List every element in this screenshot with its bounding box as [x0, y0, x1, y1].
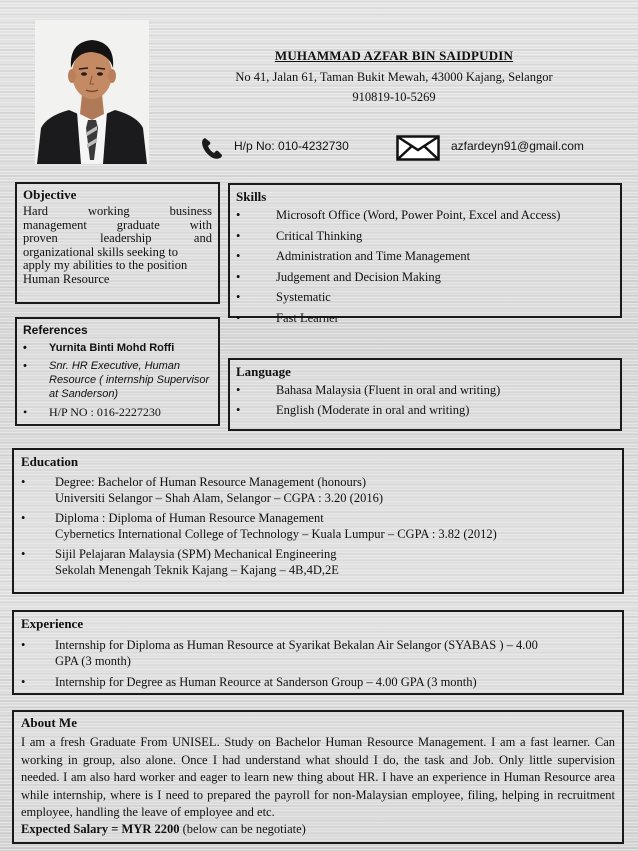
list-item: • Administration and Time Management	[236, 246, 614, 267]
language-list	[236, 380, 614, 420]
person-photo-icon	[35, 20, 149, 164]
expected-salary	[21, 822, 615, 837]
skills-section	[228, 183, 622, 325]
education-qualification: • Degree: Bachelor of Human Resource Management (honours)	[55, 475, 366, 489]
list-item	[21, 674, 615, 690]
profile-photo	[35, 20, 149, 164]
education-section	[12, 448, 624, 594]
references-list	[23, 341, 212, 419]
experience-list	[21, 637, 615, 690]
experience-line: • Internship for Degree as Human Reource at Sanderson Group – 4.00 GPA (3 month)	[55, 675, 477, 689]
list-item	[21, 637, 615, 669]
objective-line: apply my abilities to the position	[23, 258, 188, 272]
section-title: About Me	[21, 715, 77, 730]
list-item: • Systematic	[236, 287, 614, 308]
education-institution: Sekolah Menengah Teknik Kajang – Kajang – 4B,4D,2E	[55, 563, 339, 577]
list-item	[21, 474, 615, 506]
education-institution: Cybernetics International College of Technology – Kuala Lumpur – CGPA : 3.82 (2012)	[55, 527, 497, 541]
address: No 41, Jalan 61, Taman Bukit Mewah, 43000 Kajang, Selangor	[235, 70, 553, 84]
experience-section	[12, 610, 624, 695]
objective-line: proven leadership and	[23, 231, 212, 245]
list-item	[21, 546, 615, 578]
list-item	[21, 510, 615, 542]
phone-number: H/p No: 010-4232730	[234, 139, 349, 153]
objective-line: organizational skills seeking to	[23, 244, 178, 259]
candidate-name: MUHAMMAD AZFAR BIN SAIDPUDIN	[274, 48, 514, 63]
section-title: Objective	[23, 187, 77, 202]
list-item: • Microsoft Office (Word, Power Point, Excel and Access)	[236, 205, 614, 226]
language-section	[228, 358, 622, 431]
reference-name: • Yurnita Binti Mohd Roffi	[23, 341, 212, 355]
list-item: • English (Moderate in oral and writing)	[236, 400, 614, 420]
objective-line: management graduate with	[23, 217, 212, 232]
references-section	[15, 317, 220, 426]
email-address: azfardeyn91@gmail.com	[451, 139, 584, 153]
ic-number: 910819-10-5269	[352, 90, 436, 104]
list-item: • Judgement and Decision Making	[236, 267, 614, 288]
education-institution: Universiti Selangor – Shah Alam, Selangor – CGPA : 3.20 (2016)	[55, 491, 383, 505]
reference-position: • Snr. HR Executive, Human Resource ( internship Supervisor at Sanderson)	[23, 359, 212, 401]
list-item: • Fast Learner	[236, 308, 614, 329]
experience-line: • Internship for Diploma as Human Resource at Syarikat Bekalan Air Selangor (SYABAS ) – 4.00	[55, 638, 538, 652]
list-item: • Bahasa Malaysia (Fluent in oral and writing)	[236, 380, 614, 400]
objective-line: Hard working business	[23, 204, 212, 218]
education-qualification: • Sijil Pelajaran Malaysia (SPM) Mechanical Engineering	[55, 547, 337, 561]
objective-line: Human Resource	[23, 271, 110, 286]
section-title: Education	[21, 454, 79, 469]
salary-label: Expected Salary = MYR 2200	[21, 821, 180, 836]
about-section	[12, 710, 624, 844]
section-title: Language	[236, 364, 291, 379]
reference-phone: • H/P NO : 016-2227230	[23, 405, 212, 419]
salary-note: (below can be negotiate)	[179, 821, 306, 836]
envelope-icon	[396, 135, 440, 161]
section-title: Skills	[236, 189, 267, 204]
education-list	[21, 474, 615, 578]
about-text: I am a fresh Graduate From UNISEL. Study on Bachelor Human Resource Management. I am a fast learner. Can working in group, also alone. Once I had understand what should I do, the task and Job. Only little supervision needed. I am also hard worker and eager to learn new thing about HR. I have an experience in Human Resource area while internship, where is I need to prepared the payroll for non-Malaysian employee, filing, helping in recruitment employee, handling the leave of employee and etc.	[21, 735, 615, 819]
section-title: References	[23, 323, 88, 337]
objective-section	[15, 182, 220, 304]
section-title: Experience	[21, 616, 84, 631]
list-item: • Critical Thinking	[236, 226, 614, 247]
skills-list	[236, 205, 614, 328]
phone-icon	[200, 136, 224, 160]
experience-line: GPA (3 month)	[55, 654, 131, 668]
education-qualification: • Diploma : Diploma of Human Resource Management	[55, 511, 324, 525]
